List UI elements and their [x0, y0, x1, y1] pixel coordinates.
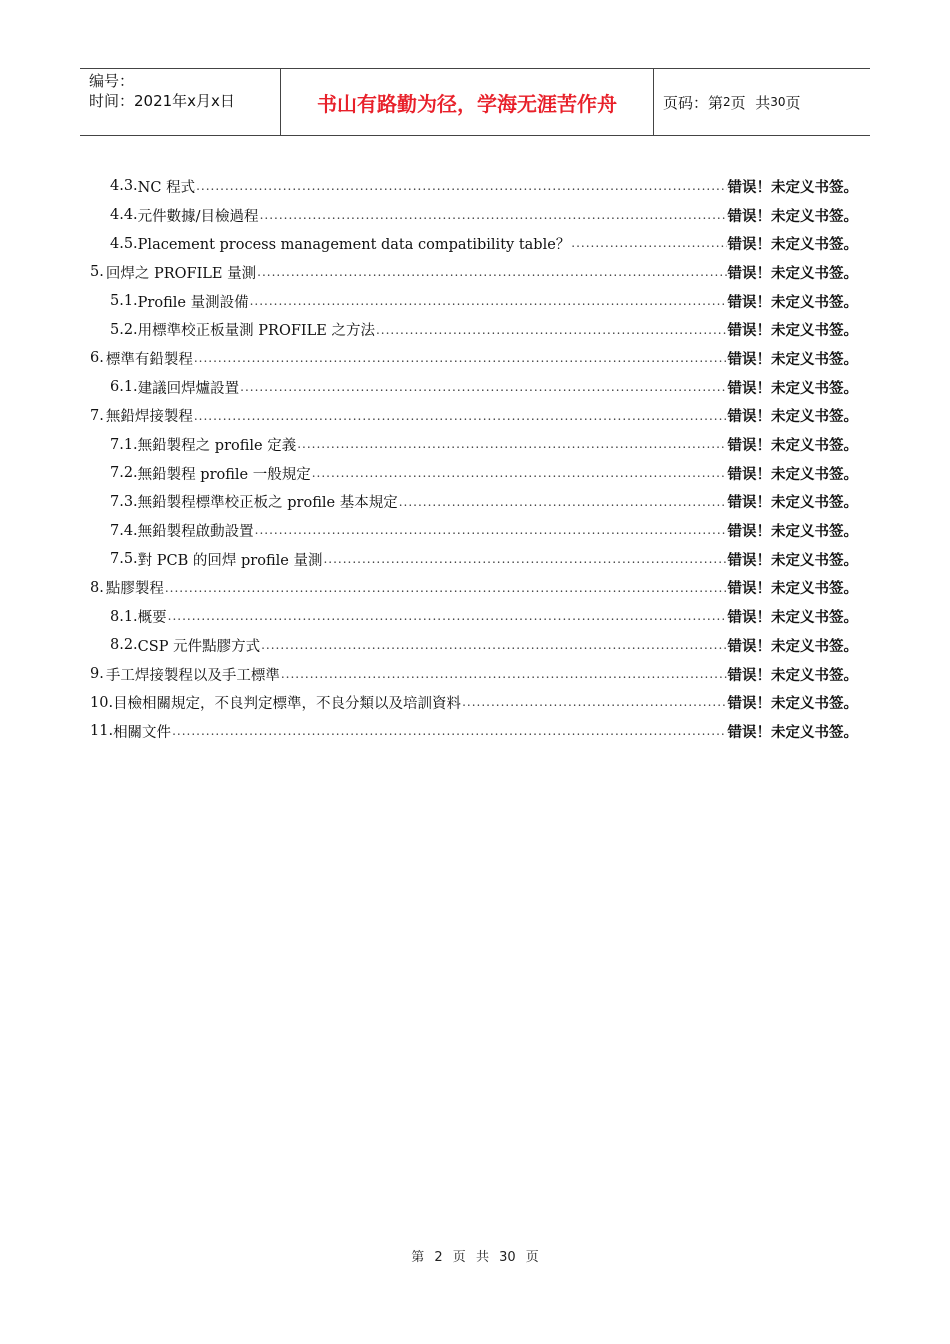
- toc-entry-number: 7.4.: [110, 522, 138, 539]
- toc-dot-leader: [257, 264, 726, 279]
- toc-entry-page-ref: 错误！未定义书签。: [727, 380, 858, 397]
- footer-page-total: 30: [499, 1250, 516, 1265]
- time-label: 时间：2021年x月x日: [89, 92, 235, 110]
- toc-dot-leader: [255, 522, 727, 537]
- toc-entry[interactable]: [90, 488, 858, 517]
- toc-dot-leader: [196, 178, 726, 193]
- toc-entry[interactable]: [90, 631, 858, 660]
- toc-entry-title: 無鉛製程啟動設置: [137, 524, 254, 541]
- page-total: 30: [770, 95, 786, 109]
- toc-entry-page-ref: 错误！未定义书签。: [727, 696, 858, 713]
- table-of-contents: [90, 172, 858, 746]
- page-footer: [0, 1246, 950, 1265]
- toc-entry[interactable]: [90, 545, 858, 574]
- toc-entry-title: 概要: [137, 610, 167, 627]
- toc-entry-number: 7.5.: [110, 551, 138, 568]
- toc-entry-title: 元件數據/目檢過程: [137, 208, 259, 225]
- toc-entry[interactable]: [90, 373, 858, 402]
- toc-entry[interactable]: [90, 201, 858, 230]
- toc-dot-leader: [240, 379, 726, 394]
- toc-entry[interactable]: [90, 688, 858, 717]
- toc-entry-number: 6.: [90, 350, 104, 367]
- footer-word-3: 共: [475, 1250, 489, 1265]
- page-suffix: 页: [785, 93, 801, 112]
- toc-entry-page-ref: 错误！未定义书签。: [727, 438, 858, 455]
- serial-label: 编号：: [89, 72, 135, 90]
- toc-dot-leader: [172, 723, 726, 738]
- page-number: 2: [723, 95, 731, 109]
- toc-entry-title: 目檢相關規定，不良判定標準，不良分類以及培訓資料: [113, 696, 462, 713]
- toc-entry[interactable]: [90, 287, 858, 316]
- toc-entry-number: 7.: [90, 407, 104, 424]
- page-header: [80, 68, 870, 136]
- toc-entry-number: 9.: [90, 666, 104, 683]
- toc-dot-leader: [297, 436, 726, 451]
- toc-entry-title: 回焊之 PROFILE 量測: [105, 265, 257, 282]
- toc-dot-leader: [376, 322, 727, 337]
- toc-entry-title: 無鉛製程 profile 一般規定: [137, 466, 311, 483]
- toc-entry-title: 標準有鉛製程: [105, 351, 193, 368]
- toc-entry-page-ref: 错误！未定义书签。: [727, 495, 858, 512]
- toc-entry-page-ref: 错误！未定义书签。: [727, 581, 858, 598]
- toc-entry[interactable]: [90, 172, 858, 201]
- page-prefix: 页码：第: [663, 93, 724, 112]
- toc-entry-page-ref: 错误！未定义书签。: [727, 409, 858, 426]
- toc-entry-title: 無鉛製程標準校正板之 profile 基本規定: [137, 495, 398, 512]
- toc-dot-leader: [571, 235, 726, 250]
- toc-dot-leader: [194, 408, 727, 423]
- toc-entry-title: 用標準校正板量測 PROFILE 之方法: [137, 323, 375, 340]
- footer-word-4: 页: [525, 1250, 539, 1265]
- header-info-cell: [80, 69, 281, 135]
- toc-dot-leader: [462, 694, 726, 709]
- toc-entry[interactable]: [90, 516, 858, 545]
- toc-entry-page-ref: 错误！未定义书签。: [727, 265, 858, 282]
- footer-word-1: 第: [411, 1250, 425, 1265]
- toc-entry-title: 點膠製程: [105, 581, 164, 598]
- toc-entry-page-ref: 错误！未定义书签。: [727, 294, 858, 311]
- toc-entry-number: 7.2.: [110, 465, 138, 482]
- page-mid: 页 共: [730, 93, 771, 112]
- toc-entry-page-ref: 错误！未定义书签。: [727, 524, 858, 541]
- toc-entry-page-ref: 错误！未定义书签。: [727, 351, 858, 368]
- toc-entry[interactable]: [90, 402, 858, 431]
- header-motto: 书山有路勤为径，学海无涯苦作舟: [281, 69, 654, 135]
- toc-entry-title: Placement process management data compatibility table？: [137, 237, 571, 254]
- toc-entry-number: 8.1.: [110, 608, 138, 625]
- toc-entry-number: 8.2.: [110, 637, 138, 654]
- toc-entry-number: 10.: [90, 694, 114, 711]
- toc-entry[interactable]: [90, 258, 858, 287]
- toc-entry-page-ref: 错误！未定义书签。: [727, 724, 858, 741]
- toc-entry-title: 對 PCB 的回焊 profile 量測: [137, 552, 323, 569]
- toc-entry-number: 11.: [90, 723, 114, 740]
- toc-entry[interactable]: [90, 344, 858, 373]
- toc-entry[interactable]: [90, 315, 858, 344]
- toc-entry[interactable]: [90, 602, 858, 631]
- toc-entry-title: 相關文件: [113, 724, 172, 741]
- toc-entry-number: 6.1.: [110, 379, 138, 396]
- toc-entry-number: 4.4.: [110, 207, 138, 224]
- toc-entry-title: 無鉛製程之 profile 定義: [137, 438, 297, 455]
- toc-entry-page-ref: 错误！未定义书签。: [727, 610, 858, 627]
- toc-entry[interactable]: [90, 229, 858, 258]
- toc-entry-number: 7.3.: [110, 493, 138, 510]
- toc-entry-page-ref: 错误！未定义书签。: [727, 667, 858, 684]
- toc-entry[interactable]: [90, 717, 858, 746]
- toc-entry-title: 無鉛焊接製程: [105, 409, 193, 426]
- toc-entry-page-ref: 错误！未定义书签。: [727, 552, 858, 569]
- toc-entry-number: 5.: [90, 264, 104, 281]
- toc-entry-number: 5.2.: [110, 321, 138, 338]
- toc-entry-title: Profile 量測設備: [137, 294, 249, 311]
- toc-entry[interactable]: [90, 430, 858, 459]
- toc-entry-page-ref: 错误！未定义书签。: [727, 179, 858, 196]
- toc-entry-page-ref: 错误！未定义书签。: [727, 208, 858, 225]
- toc-entry-number: 4.5.: [110, 235, 138, 252]
- footer-page-number: 2: [434, 1250, 443, 1265]
- toc-dot-leader: [312, 465, 727, 480]
- toc-entry-page-ref: 错误！未定义书签。: [727, 237, 858, 254]
- toc-entry-number: 8.: [90, 579, 104, 596]
- toc-entry-number: 5.1.: [110, 293, 138, 310]
- toc-entry[interactable]: [90, 660, 858, 689]
- toc-dot-leader: [281, 666, 727, 681]
- toc-entry-page-ref: 错误！未定义书签。: [727, 466, 858, 483]
- toc-entry-title: 手工焊接製程以及手工標準: [105, 667, 280, 684]
- toc-entry-number: 7.1.: [110, 436, 138, 453]
- toc-entry-page-ref: 错误！未定义书签。: [727, 638, 858, 655]
- header-page-cell: [654, 69, 870, 135]
- toc-dot-leader: [165, 580, 727, 595]
- toc-entry-page-ref: 错误！未定义书签。: [727, 323, 858, 340]
- toc-entry[interactable]: [90, 459, 858, 488]
- toc-dot-leader: [261, 637, 726, 652]
- toc-dot-leader: [260, 207, 727, 222]
- toc-entry[interactable]: [90, 574, 858, 603]
- toc-entry-title: CSP 元件點膠方式: [137, 638, 261, 655]
- toc-dot-leader: [250, 293, 727, 308]
- toc-entry-title: NC 程式: [137, 179, 196, 196]
- footer-word-2: 页: [452, 1250, 466, 1265]
- toc-entry-title: 建議回焊爐設置: [137, 380, 240, 397]
- toc-dot-leader: [168, 608, 727, 623]
- toc-entry-number: 4.3.: [110, 178, 138, 195]
- toc-dot-leader: [194, 350, 727, 365]
- toc-dot-leader: [323, 551, 726, 566]
- toc-dot-leader: [399, 494, 727, 509]
